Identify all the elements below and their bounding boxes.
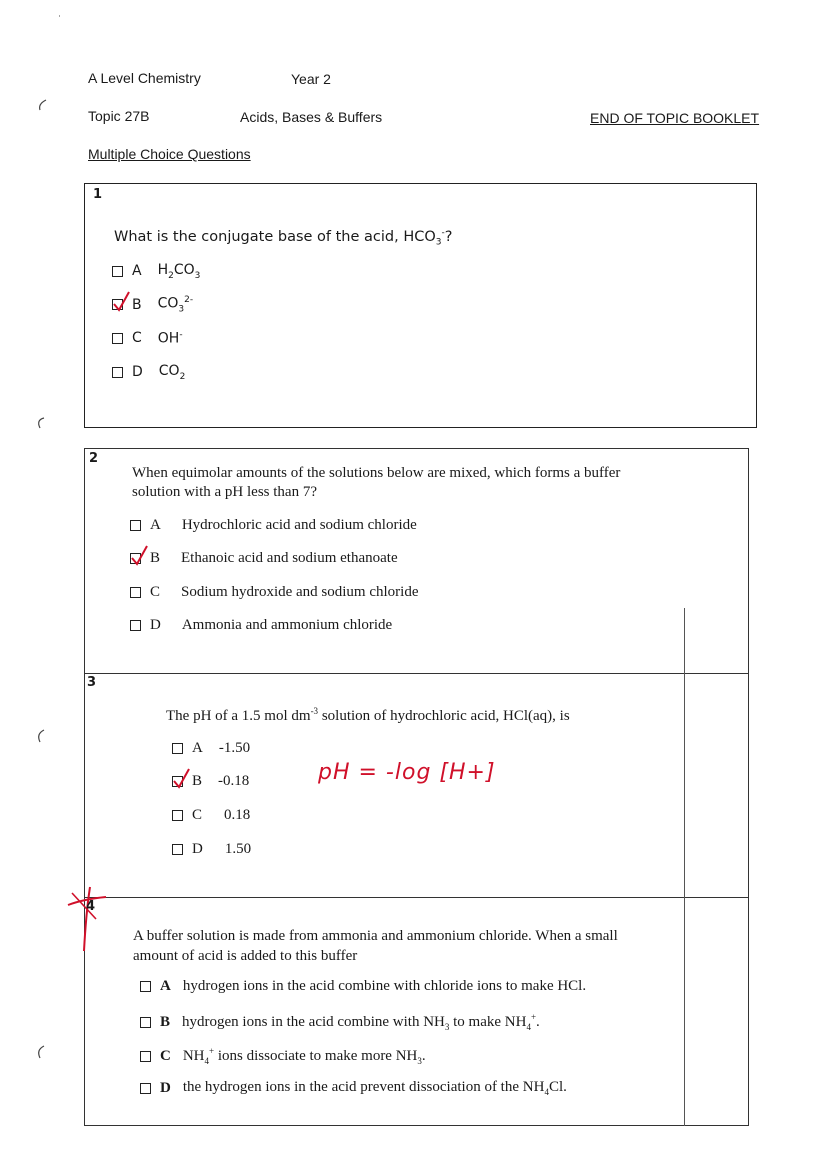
checkbox[interactable]: [140, 1017, 151, 1028]
frame-right-rule: [748, 448, 749, 1126]
question-2-stem-line1: When equimolar amounts of the solutions below are mixed, which forms a buffer: [132, 465, 621, 481]
option-text: the hydrogen ions in the acid prevent dissociation of the $NH_4Cl$.: [182, 1079, 567, 1097]
checkbox[interactable]: [112, 333, 123, 344]
option-text: Hydrochloric acid and sodium chloride: [181, 517, 417, 533]
question-4-option-a[interactable]: A hydrogen ions in the acid combine with chloride ions to make HCl.: [140, 978, 586, 995]
option-text: Sodium hydroxide and sodium chloride: [181, 584, 419, 600]
right-margin-rule: [684, 608, 685, 1126]
option-text: $CO_2$: [158, 363, 186, 382]
option-text: hydrogen ions in the acid combine with chloride ions to make HCl.: [182, 978, 587, 994]
checkbox[interactable]: [172, 743, 183, 754]
checkbox[interactable]: [130, 520, 141, 531]
question-2-option-d[interactable]: D Ammonia and ammonium chloride: [130, 617, 392, 634]
tick-icon: [112, 291, 132, 313]
checkbox-checked[interactable]: [112, 299, 123, 310]
option-text: $H_2CO_3$: [157, 262, 201, 281]
option-text: hydrogen ions in the acid combine with $NH_3$ to make $NH_4^+$.: [182, 1012, 540, 1032]
option-text: 1.50: [224, 841, 252, 857]
handwritten-note: pH = -log [H+]: [318, 760, 496, 785]
checkbox[interactable]: [172, 810, 183, 821]
booklet-label: END OF TOPIC BOOKLET: [590, 110, 760, 126]
option-text: -0.18: [218, 773, 250, 789]
tick-icon: [130, 545, 150, 567]
separator-q4: [84, 897, 749, 898]
question-2-option-a[interactable]: A Hydrochloric acid and sodium chloride: [130, 517, 417, 534]
checkbox[interactable]: [140, 981, 151, 992]
question-1-stem: What is the conjugate base of the acid, $HCO_3^-$?: [114, 228, 453, 248]
question-number: 4: [86, 899, 96, 914]
question-3-option-d[interactable]: D 1.50: [172, 841, 251, 858]
question-1-option-a[interactable]: A $H_2CO_3$: [112, 262, 200, 281]
separator-q2: [84, 448, 749, 449]
checkbox[interactable]: [112, 367, 123, 378]
checkbox[interactable]: [172, 844, 183, 855]
checkbox[interactable]: [130, 587, 141, 598]
question-1-option-b[interactable]: B $CO_3^{2-}$: [112, 295, 193, 314]
question-number: 1: [93, 187, 103, 202]
option-text: $NH_4^+$ ions dissociate to make more $NH_3$.: [182, 1046, 426, 1066]
margin-marks: [0, 0, 60, 1170]
question-3-option-c[interactable]: C 0.18: [172, 807, 250, 824]
question-4-option-d[interactable]: D the hydrogen ions in the acid prevent dissociation of the $NH_4Cl$.: [140, 1079, 567, 1097]
checkbox[interactable]: [112, 266, 123, 277]
option-text: 0.18: [224, 807, 251, 823]
topic-code: Topic 27B: [88, 108, 150, 124]
checkbox[interactable]: [140, 1051, 151, 1062]
question-3-option-b[interactable]: B -0.18: [172, 773, 249, 790]
question-3-stem: The pH of a 1.5 mol $dm^{-3}$ solution of hydrochloric acid, HCl(aq), is: [166, 706, 570, 724]
topic-title: Acids, Bases & Buffers: [240, 109, 383, 125]
question-1-option-c[interactable]: C OH-: [112, 330, 183, 347]
question-number: 2: [89, 451, 99, 466]
option-text: -1.50: [218, 740, 251, 756]
checkbox-checked[interactable]: [130, 553, 141, 564]
cross-mark-icon: [62, 883, 112, 958]
question-4-option-b[interactable]: B hydrogen ions in the acid combine with $NH_3$ to make $NH_4^+$.: [140, 1012, 540, 1032]
frame-bottom-rule: [84, 1125, 749, 1126]
checkbox[interactable]: [130, 620, 141, 631]
subject-title: A Level Chemistry: [88, 70, 201, 86]
checkbox-checked[interactable]: [172, 776, 183, 787]
tick-icon: [172, 768, 192, 790]
section-heading: Multiple Choice Questions: [88, 146, 251, 162]
question-4-stem-line1: A buffer solution is made from ammonia and ammonium chloride. When a small: [133, 928, 618, 944]
question-2-option-b[interactable]: B Ethanoic acid and sodium ethanoate: [130, 550, 398, 567]
option-text: Ethanoic acid and sodium ethanoate: [181, 550, 398, 566]
option-text: $CO_3^{2-}$: [157, 295, 194, 315]
checkbox[interactable]: [140, 1083, 151, 1094]
question-number: 3: [87, 675, 97, 690]
frame-left-rule: [84, 448, 85, 1126]
question-1-option-d[interactable]: D $CO_2$: [112, 363, 185, 382]
question-4-option-c[interactable]: C $NH_4^+$ ions dissociate to make more $NH_3$.: [140, 1046, 426, 1066]
question-4-stem-line2: amount of acid is added to this buffer: [133, 948, 358, 964]
separator-q3: [84, 673, 749, 674]
question-2-stem-line2: solution with a pH less than 7?: [132, 484, 317, 500]
question-3-option-a[interactable]: A -1.50: [172, 740, 250, 757]
option-text: OH-: [157, 330, 183, 347]
question-2-option-c[interactable]: C Sodium hydroxide and sodium chloride: [130, 584, 419, 601]
option-text: Ammonia and ammonium chloride: [181, 617, 393, 633]
year-label: Year 2: [291, 71, 331, 87]
